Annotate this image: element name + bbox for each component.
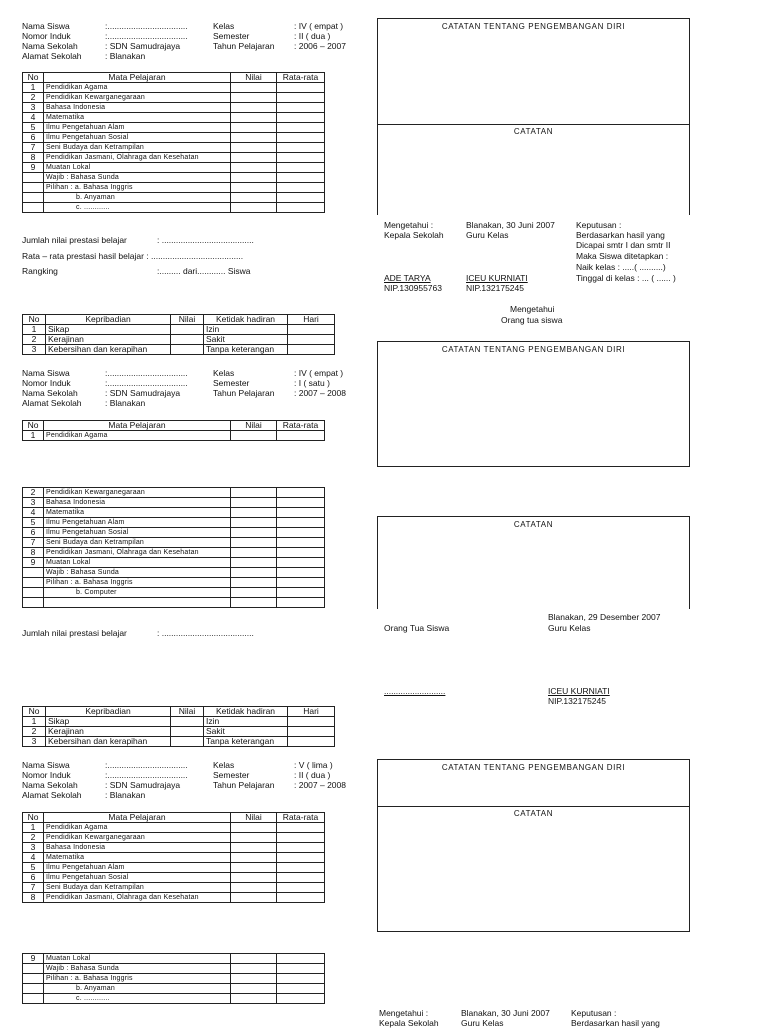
table-row: 2 Pendidikan Kewarganegaraan — [23, 488, 325, 498]
col-mapel: Mata Pelajaran — [44, 73, 231, 83]
catatan-pengembangan-box-2: CATATAN TENTANG PENGEMBANGAN DIRI — [377, 341, 690, 467]
table-row: b. Computer — [23, 588, 325, 598]
table-row: c. ............ — [23, 203, 325, 213]
table-row: b. Anyaman — [23, 984, 325, 994]
table-row: 3 Bahasa Indonesia — [23, 843, 325, 853]
jumlah-nilai-label-2: Jumlah nilai prestasi belajar — [22, 628, 127, 638]
table-row: 9 Muatan Lokal — [23, 954, 325, 964]
table-row: 7 Seni Budaya dan Ketrampilan — [23, 143, 325, 153]
table-row: Wajib : Bahasa Sunda — [23, 964, 325, 974]
table-row: Pilihan : a. Bahasa Inggris — [23, 974, 325, 984]
kepribadian-table-1: No Kepribadian Nilai Ketidak hadiran Hari 1 Sikap Izin 2 Kerajinan Sakit 3 Kebersihan dan kerapihan Tanpa keterangan — [22, 314, 335, 355]
mapel-table-2a: No Mata Pelajaran Nilai Rata-rata 1 Pendidikan Agama — [22, 420, 325, 441]
table-row: 6 Ilmu Pengetahuan Sosial — [23, 133, 325, 143]
table-row: b. Anyaman — [23, 193, 325, 203]
table-row: 1 Sikap Izin — [23, 325, 335, 335]
table-row: 6 Ilmu Pengetahuan Sosial — [23, 528, 325, 538]
table-row: 1 Sikap Izin — [23, 717, 335, 727]
rata-rata-label: Rata – rata prestasi hasil belajar : ....................................... — [22, 251, 244, 261]
jumlah-nilai-dots-2: : ....................................... — [157, 628, 254, 638]
keputusan-label-3: Keputusan : — [571, 1008, 617, 1018]
kepsek-label-3: Kepala Sekolah — [379, 1018, 439, 1028]
table-row: 2 Pendidikan Kewarganegaraan — [23, 833, 325, 843]
guru-kelas-label-2: Guru Kelas — [548, 623, 591, 633]
guru-nip: NIP.132175245 — [466, 283, 524, 293]
mapel-table-3b — [22, 953, 325, 1004]
table-row: 5 Ilmu Pengetahuan Alam — [23, 123, 325, 133]
label-nomor-induk: Nomor Induk — [22, 31, 71, 41]
jumlah-nilai-label: Jumlah nilai prestasi belajar — [22, 235, 127, 245]
col-no: No — [23, 73, 44, 83]
catatan-box-1 — [377, 18, 690, 215]
mengetahui-label: Mengetahui : — [384, 220, 434, 230]
mengetahui-label-3: Mengetahui : — [379, 1008, 429, 1018]
table-row: 5 Ilmu Pengetahuan Alam — [23, 518, 325, 528]
label-nama-sekolah: Nama Sekolah — [22, 41, 78, 51]
label-alamat-sekolah: Alamat Sekolah — [22, 51, 82, 61]
table-row: 1 Pendidikan Agama — [23, 823, 325, 833]
jumlah-nilai-dots: : ....................................... — [157, 235, 254, 245]
table-row — [23, 598, 325, 608]
table-row: Wajib : Bahasa Sunda — [23, 568, 325, 578]
table-row: Pilihan : a. Bahasa Inggris — [23, 183, 325, 193]
table-row: 8 Pendidikan Jasmani, Olahraga dan Kesehatan — [23, 893, 325, 903]
mapel-table-2b — [22, 487, 325, 608]
keputusan-label: Keputusan : — [576, 220, 622, 230]
alamat-value: : Blanakan — [105, 51, 146, 61]
ortu-signature-line: .......................... — [384, 686, 446, 696]
tempat-tanggal-3: Blanakan, 30 Juni 2007 — [461, 1008, 550, 1018]
label-nama-siswa: Nama Siswa — [22, 21, 70, 31]
catatan-title: CATATAN — [513, 127, 554, 136]
tempat-tanggal-2: Blanakan, 29 Desember 2007 — [548, 612, 661, 622]
table-row: 1 Pendidikan Agama — [23, 431, 325, 441]
table-row: 4 Matematika — [23, 508, 325, 518]
kepsek-name: ADE TARYA — [384, 273, 431, 283]
table-row: 7 Seni Budaya dan Ketrampilan — [23, 883, 325, 893]
table-row: 6 Ilmu Pengetahuan Sosial — [23, 873, 325, 883]
catatan-box-3: CATATAN — [377, 516, 690, 609]
catatan-box-4: CATATAN TENTANG PENGEMBANGAN DIRI CATATAN — [377, 759, 690, 932]
rangking-label: Rangking — [22, 266, 58, 276]
ortu-mengetahui: Mengetahui — [510, 304, 555, 314]
table-row: 4 Matematika — [23, 113, 325, 123]
table-row: 3 Bahasa Indonesia — [23, 498, 325, 508]
rangking-dots: :......... dari............ Siswa — [157, 266, 251, 276]
table-row: 3 Bahasa Indonesia — [23, 103, 325, 113]
semester-value: : II ( dua ) — [294, 31, 331, 41]
table-row: 9 Muatan Lokal — [23, 163, 325, 173]
nomor-induk-value: :.................................. — [105, 31, 188, 41]
ortu-siswa-label: Orang Tua Siswa — [384, 623, 450, 633]
table-row: 9 Muatan Lokal — [23, 558, 325, 568]
mapel-table-3a: No Mata Pelajaran Nilai Rata-rata 1 Pendidikan Agama 2 Pendidikan Kewarganegaraan 3 Bahasa Indonesia 4 Matematika 5 Ilmu Pengetahuan Alam 6 Ilmu Pengetahuan Sosial 7 Seni Budaya dan Ketrampilan 8 Pendidikan Jasmani, Olahraga dan Kesehatan — [22, 812, 325, 903]
sekolah-value: : SDN Samudrajaya — [105, 41, 181, 51]
table-row: 5 Ilmu Pengetahuan Alam — [23, 863, 325, 873]
table-row: 4 Matematika — [23, 853, 325, 863]
guru-kelas-label-3: Guru Kelas — [461, 1018, 504, 1028]
tempat-tanggal: Blanakan, 30 Juni 2007 — [466, 220, 555, 230]
guru-kelas-label: Guru Kelas — [466, 230, 509, 240]
tahun-value: : 2006 – 2007 — [294, 41, 346, 51]
table-row: 2 Kerajinan Sakit — [23, 335, 335, 345]
label-kelas: Kelas — [213, 21, 235, 31]
table-row: Wajib : Bahasa Sunda — [23, 173, 325, 183]
label-semester: Semester — [213, 31, 250, 41]
label-tahun: Tahun Pelajaran — [213, 41, 275, 51]
mapel-table-1 — [22, 72, 325, 213]
guru-name-2: ICEU KURNIATI — [548, 686, 610, 696]
col-rata: Rata-rata — [277, 73, 325, 83]
table-row: 8 Pendidikan Jasmani, Olahraga dan Kesehatan — [23, 153, 325, 163]
kepsek-label: Kepala Sekolah — [384, 230, 444, 240]
kepsek-nip: NIP.130955763 — [384, 283, 442, 293]
table-row: 2 Pendidikan Kewarganegaraan — [23, 93, 325, 103]
ortu-label: Orang tua siswa — [501, 315, 563, 325]
guru-nip-2: NIP.132175245 — [548, 696, 606, 706]
table-row: 1 Pendidikan Agama — [23, 83, 325, 93]
table-row: Pilihan : a. Bahasa Inggris — [23, 578, 325, 588]
table-row: 3 Kebersihan dan kerapihan Tanpa keterangan — [23, 345, 335, 355]
table-row: 8 Pendidikan Jasmani, Olahraga dan Kesehatan — [23, 548, 325, 558]
nama-siswa-value: :.................................. — [105, 21, 188, 31]
table-row: 7 Seni Budaya dan Ketrampilan — [23, 538, 325, 548]
table-row: c. ............ — [23, 994, 325, 1004]
table-row: 3 Kebersihan dan kerapihan Tanpa keterangan — [23, 737, 335, 747]
kelas-value: : IV ( empat ) — [294, 21, 344, 31]
kepribadian-table-2: No Kepribadian Nilai Ketidak hadiran Hari 1 Sikap Izin 2 Kerajinan Sakit 3 Kebersihan dan kerapihan Tanpa keterangan — [22, 706, 335, 747]
table-row: 2 Kerajinan Sakit — [23, 727, 335, 737]
guru-name: ICEU KURNIATI — [466, 273, 528, 283]
col-nilai: Nilai — [231, 73, 277, 83]
catatan-pengembangan-title: CATATAN TENTANG PENGEMBANGAN DIRI — [441, 22, 626, 31]
